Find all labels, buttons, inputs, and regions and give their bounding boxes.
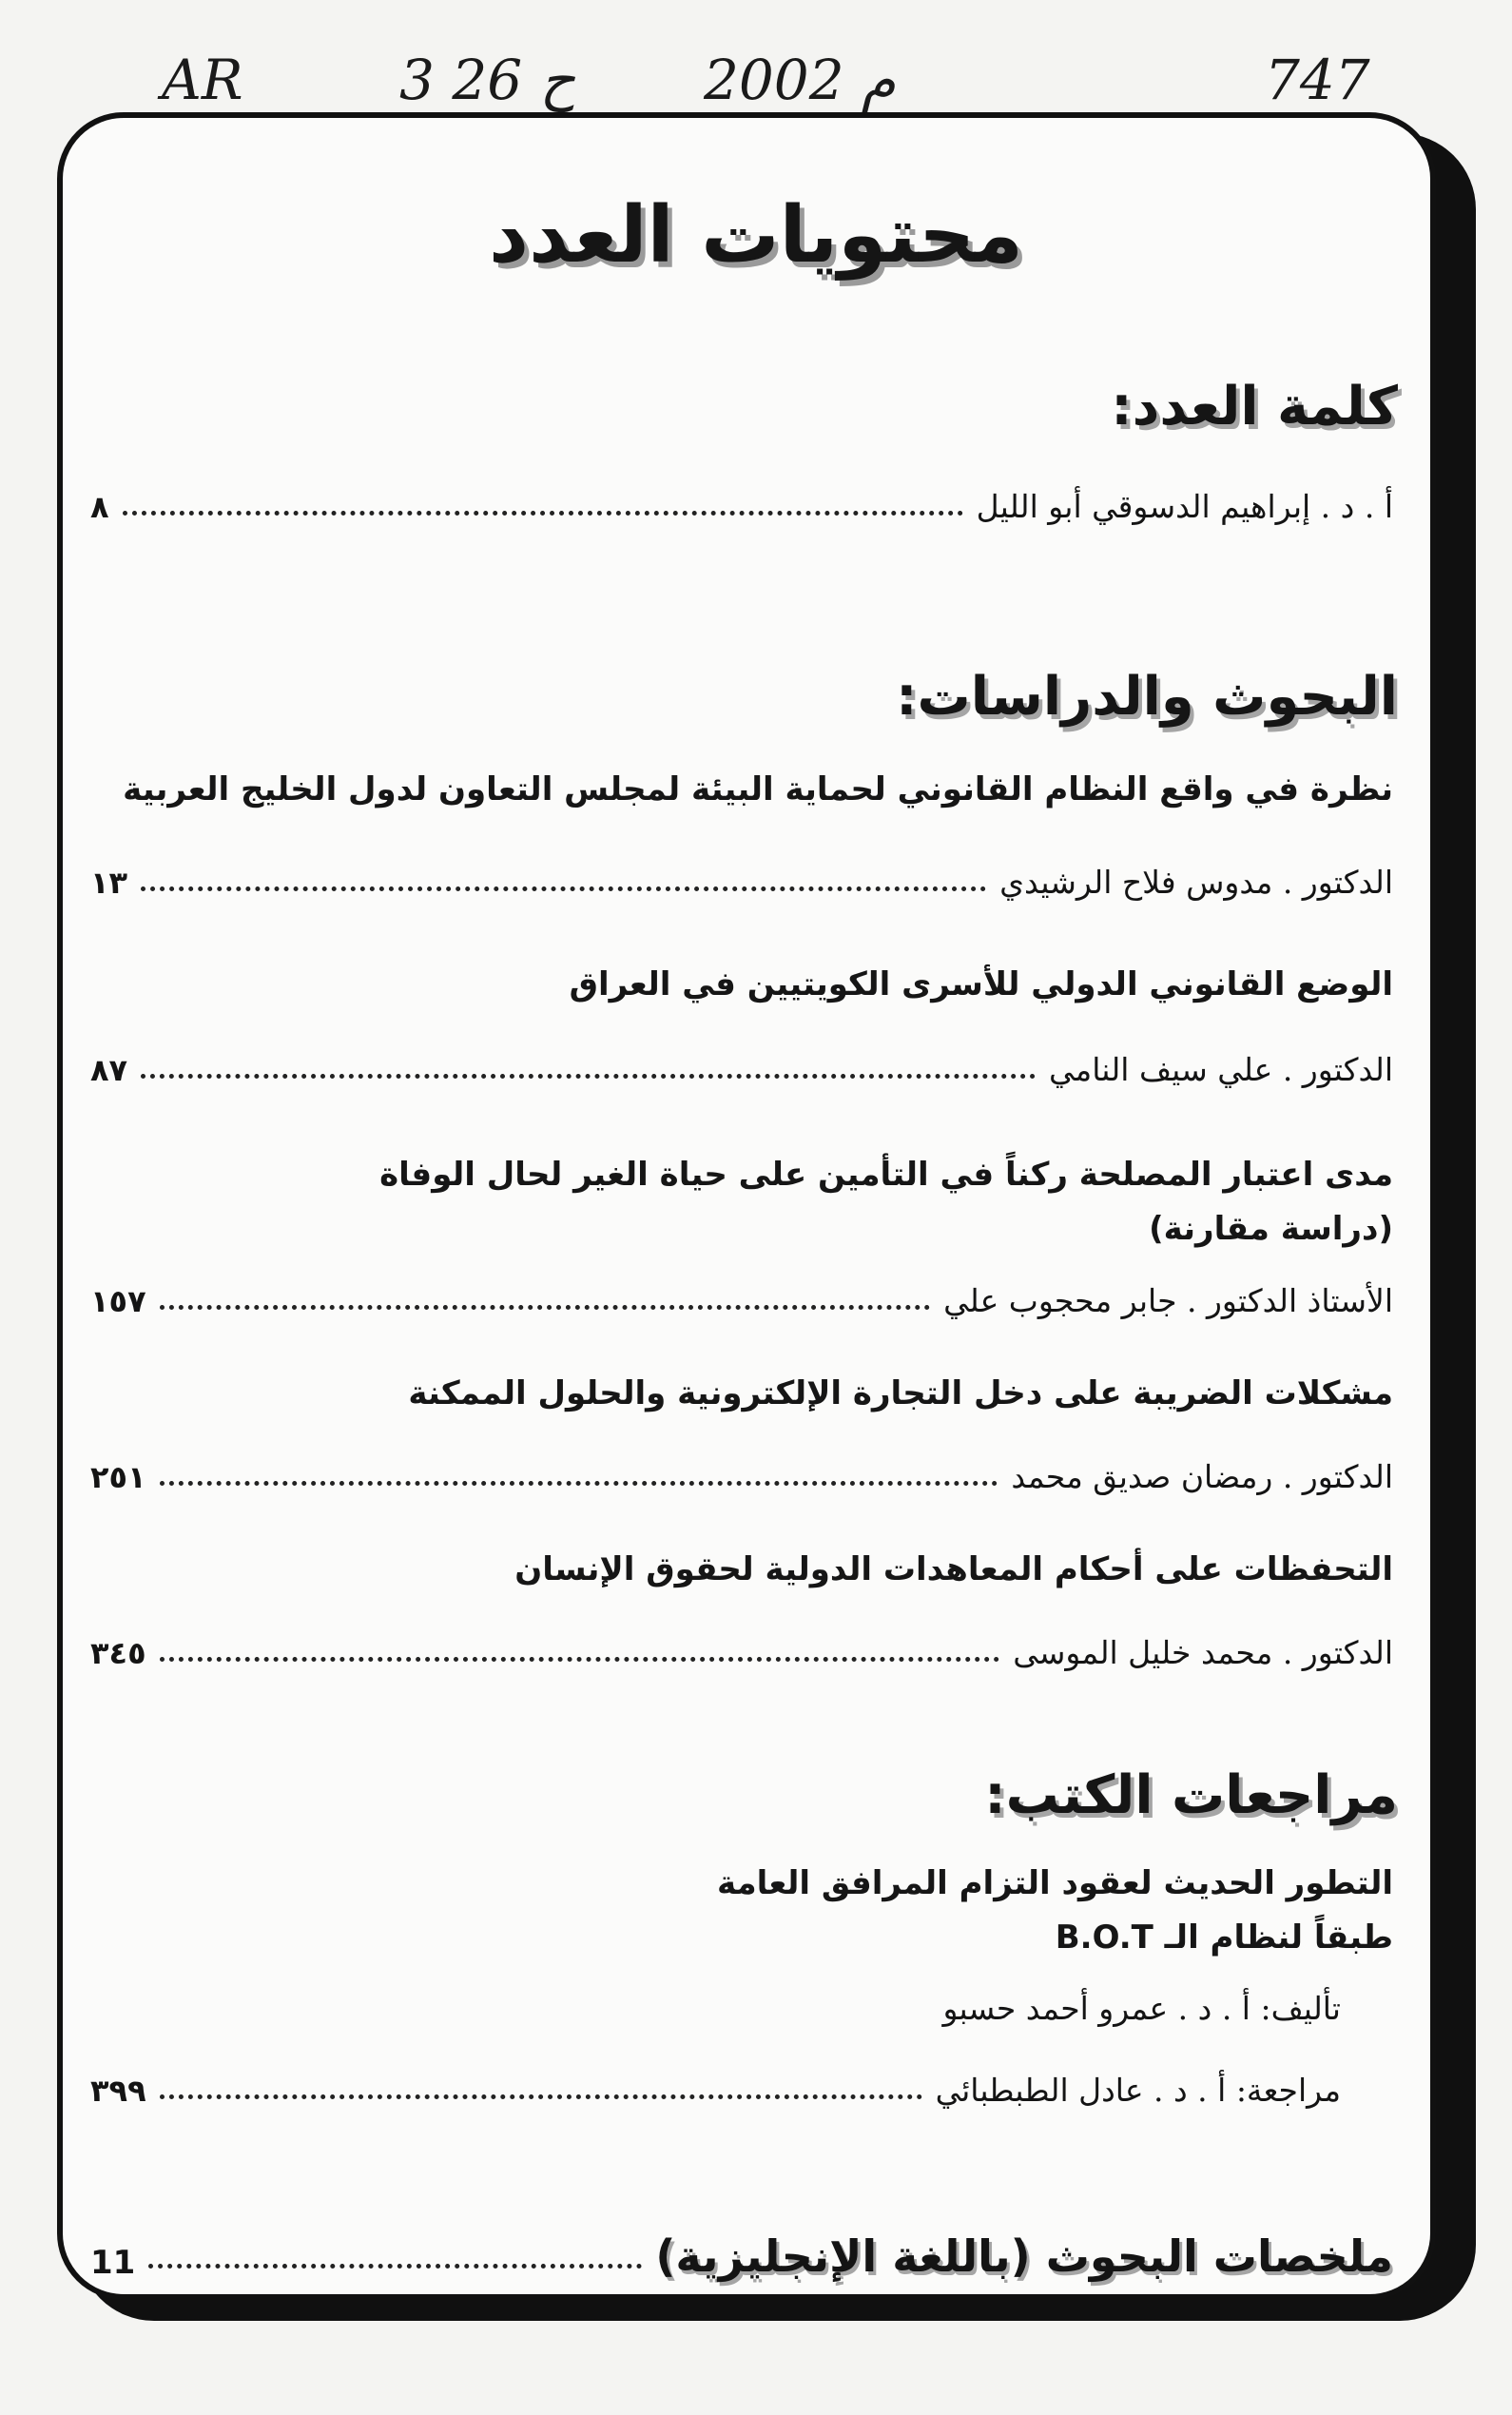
handwritten-volume: 3 ح 26 <box>399 48 576 112</box>
toc-entry[interactable] <box>90 1039 1393 1088</box>
leader-dots <box>148 2263 642 2269</box>
article-title: التحفظات على أحكام المعاهدات الدولية لحقوق الإنسان <box>514 1550 1393 1588</box>
section-heading-research: البحوث والدراسات: <box>896 666 1398 728</box>
book-subtitle: طبقاً لنظام الـ B.O.T <box>1055 1918 1393 1957</box>
toc-entry[interactable] <box>90 1622 1393 1671</box>
leader-dots <box>123 510 963 516</box>
entry-reviewer: مراجعة: أ . د . عادل الطبطبائي <box>935 2072 1341 2109</box>
entry-page-number: ٨ <box>90 489 109 525</box>
toc-entry[interactable] <box>90 1446 1393 1495</box>
handwritten-year: م 2002 <box>704 48 896 112</box>
toc-entry-book-review[interactable] <box>90 2059 1341 2109</box>
leader-dots <box>160 1480 998 1486</box>
section-heading-book-reviews: مراجعات الكتب: <box>984 1764 1398 1826</box>
article-title: الوضع القانوني الدولي للأسرى الكويتيين في العراق <box>569 965 1393 1003</box>
article-subtitle: (دراسة مقارنة) <box>1149 1210 1393 1248</box>
entry-author: الدكتور . علي سيف النامي <box>1049 1051 1393 1088</box>
page-title: محتويات العدد <box>489 190 1023 281</box>
entry-author: الدكتور . مدوس فلاح الرشيدي <box>999 864 1393 901</box>
article-title: مدى اعتبار المصلحة ركناً في التأمين على حياة الغير لحال الوفاة <box>379 1156 1393 1194</box>
entry-author: الدكتور . رمضان صديق محمد <box>1011 1458 1393 1495</box>
entry-page-number: 11 <box>90 2244 136 2282</box>
leader-dots <box>141 1073 1036 1079</box>
entry-author: أ . د . إبراهيم الدسوقي أبو الليل <box>976 488 1393 525</box>
toc-entry[interactable] <box>90 851 1393 901</box>
leader-dots <box>141 886 986 891</box>
article-title: نظرة في واقع النظام القانوني لحماية البيئة لمجلس التعاون لدول الخليج العربية <box>123 770 1393 808</box>
entry-page-number: ٣٤٥ <box>90 1635 146 1671</box>
entry-page-number: ٢٥١ <box>90 1459 146 1495</box>
contents-frame <box>57 112 1436 2300</box>
entry-page-number: ٣٩٩ <box>90 2073 146 2109</box>
entry-author: الدكتور . محمد خليل الموسى <box>1013 1634 1393 1671</box>
toc-entry-summaries[interactable] <box>90 2221 1393 2282</box>
handwritten-code: AR <box>162 48 243 112</box>
section-heading-summaries: ملخصات البحوث (باللغة الإنجليزية) <box>655 2230 1393 2282</box>
toc-entry[interactable] <box>90 1270 1393 1319</box>
book-author-line: تأليف: أ . د . عمرو أحمد حسبو <box>942 1990 1341 2027</box>
leader-dots <box>160 1304 931 1310</box>
book-title: التطور الحديث لعقود التزام المرافق العامة <box>716 1864 1393 1902</box>
entry-page-number: ٨٧ <box>90 1052 128 1088</box>
handwritten-number: 747 <box>1265 48 1370 112</box>
section-heading-editorial: كلمة العدد: <box>1111 376 1398 438</box>
entry-author: الأستاذ الدكتور . جابر محجوب علي <box>943 1282 1393 1319</box>
entry-page-number: ١٥٧ <box>90 1283 146 1319</box>
leader-dots <box>160 1656 1000 1662</box>
article-title: مشكلات الضريبة على دخل التجارة الإلكترونية والحلول الممكنة <box>408 1374 1393 1412</box>
leader-dots <box>160 2094 922 2099</box>
entry-page-number: ١٣ <box>90 865 128 901</box>
toc-entry-editorial[interactable] <box>90 476 1393 525</box>
